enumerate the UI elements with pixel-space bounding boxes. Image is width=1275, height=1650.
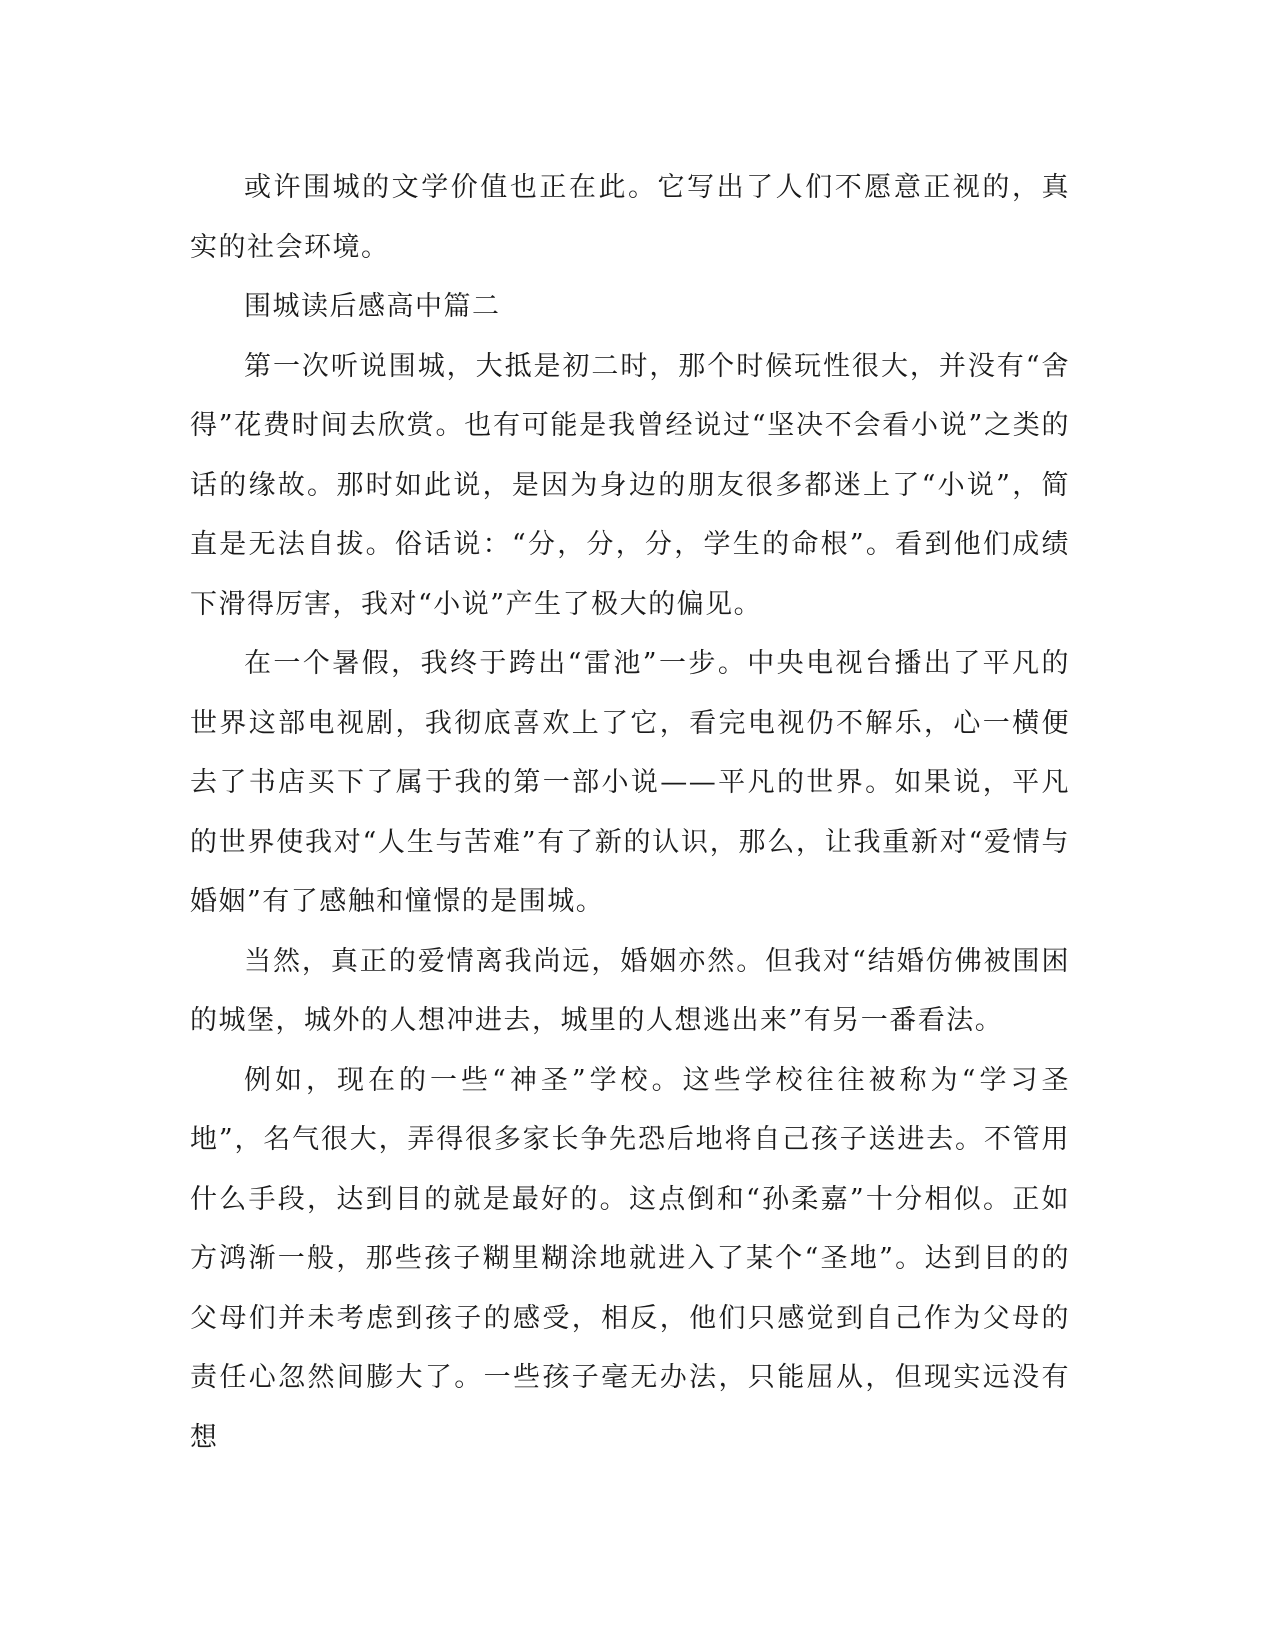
paragraph-literary-value: 或许围城的文学价值也正在此。它写出了人们不愿意正视的，真实的社会环境。	[190, 172, 1070, 263]
section-heading: 围城读后感高中篇二	[244, 291, 501, 322]
paragraph-schools-example: 例如，现在的一些“神圣”学校。这些学校往往被称为“学习圣地”，名气很大，弄得很多家长争先恐后地将自己孩子送进去。不管用什么手段，达到目的就是最好的。这点倒和“孙柔嘉”十分相似。正如方鸿渐一般，那些孩子糊里糊涂地就进入了某个“圣地”。达到目的的父母们并未考虑到孩子的感受，相反，他们只感觉到自己作为父母的责任心忽然间膨大了。一些孩子毫无办法，只能屈从，但现实远没有想	[190, 1064, 1070, 1453]
document-body	[190, 158, 1070, 1467]
paragraph-love-marriage: 当然，真正的爱情离我尚远，婚姻亦然。但我对“结婚仿佛被围困的城堡，城外的人想冲进去，城里的人想逃出来”有另一番看法。	[190, 945, 1070, 1036]
paragraph-first-heard: 第一次听说围城，大抵是初二时，那个时候玩性很大，并没有“舍得”花费时间去欣赏。也有可能是我曾经说过“坚决不会看小说”之类的话的缘故。那时如此说，是因为身边的朋友很多都迷上了“小说”，简直是无法自拔。俗话说：“分，分，分，学生的命根”。看到他们成绩下滑得厉害，我对“小说”产生了极大的偏见。	[190, 350, 1070, 620]
paragraph-summer-vacation: 在一个暑假，我终于跨出“雷池”一步。中央电视台播出了平凡的世界这部电视剧，我彻底喜欢上了它，看完电视仍不解乐，心一横便去了书店买下了属于我的第一部小说——平凡的世界。如果说，平凡的世界使我对“人生与苦难”有了新的认识，那么，让我重新对“爱情与婚姻”有了感触和憧憬的是围城。	[190, 648, 1070, 917]
